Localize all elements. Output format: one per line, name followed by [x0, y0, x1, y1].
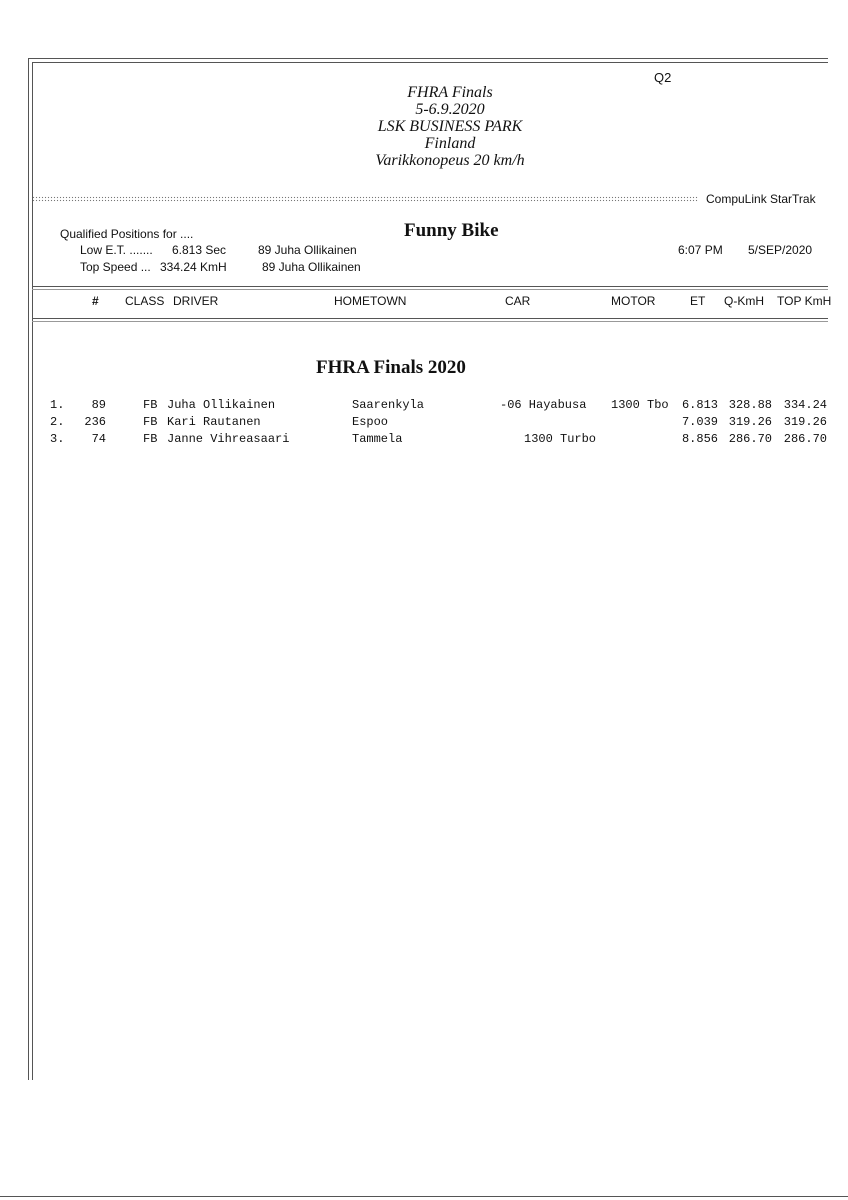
row-hometown: Saarenkyla [352, 398, 425, 412]
row-driver: Juha Ollikainen [167, 398, 276, 412]
class-title: Funny Bike [404, 220, 499, 241]
row-topkmh: 334.24 [783, 398, 827, 412]
col-num-header: # [92, 294, 99, 308]
row-position: 2. [50, 415, 65, 429]
row-et: 7.039 [681, 415, 718, 429]
qualified-label: Qualified Positions for .... [60, 227, 194, 241]
top-speed-value: 334.24 KmH [160, 260, 227, 274]
col-et-header: ET [690, 294, 706, 308]
col-class-header: CLASS [125, 294, 165, 308]
page-bottom-line [0, 1196, 848, 1197]
row-driver: Janne Vihreasaari [167, 432, 290, 446]
header-sep-bottom [32, 318, 828, 319]
dotted-separator [32, 196, 698, 202]
row-topkmh: 286.70 [783, 432, 827, 446]
col-qkmh-header: Q-KmH [724, 294, 764, 308]
section-title: FHRA Finals 2020 [316, 357, 466, 378]
col-topkmh-header: TOP KmH [777, 294, 832, 308]
event-dates: 5-6.9.2020 [415, 101, 485, 118]
software-label: CompuLink StarTrak [706, 192, 816, 206]
row-et: 8.856 [681, 432, 718, 446]
report-date: 5/SEP/2020 [748, 243, 813, 257]
frame-left-line [28, 58, 29, 1080]
row-motor: 1300 Tbo [611, 398, 669, 412]
header-sep-top-2 [32, 289, 828, 290]
event-name: FHRA Finals [407, 84, 493, 101]
event-pit-speed: Varikkonopeus 20 km/h [375, 152, 525, 169]
col-hometown-header: HOMETOWN [334, 294, 407, 308]
row-driver: Kari Rautanen [167, 415, 261, 429]
result-row [0, 415, 848, 432]
report-time: 6:07 PM [678, 243, 723, 257]
row-qkmh: 319.26 [728, 415, 772, 429]
col-driver-header: DRIVER [173, 294, 219, 308]
frame-left-line-inner [32, 62, 33, 1080]
row-et: 6.813 [681, 398, 718, 412]
row-qkmh: 286.70 [728, 432, 772, 446]
header-sep-bottom-2 [32, 321, 828, 322]
row-car: 1300 Turbo [524, 432, 597, 446]
row-topkmh: 319.26 [783, 415, 827, 429]
row-hometown: Tammela [352, 432, 403, 446]
col-car-header: CAR [505, 294, 531, 308]
col-motor-header: MOTOR [611, 294, 656, 308]
row-number: 236 [84, 415, 106, 429]
row-position: 1. [50, 398, 65, 412]
row-class: FB [143, 398, 158, 412]
row-number: 74 [91, 432, 106, 446]
frame-top-line-inner [32, 62, 828, 63]
row-qkmh: 328.88 [728, 398, 772, 412]
top-speed-label: Top Speed ... [80, 260, 151, 274]
event-country: Finland [424, 135, 476, 152]
result-row [0, 432, 848, 449]
header-sep-top [32, 286, 828, 287]
top-speed-holder: 89 Juha Ollikainen [262, 260, 361, 274]
low-et-label: Low E.T. ....... [80, 243, 153, 257]
row-car: -06 Hayabusa [500, 398, 587, 412]
low-et-holder: 89 Juha Ollikainen [258, 243, 357, 257]
event-title-block [300, 84, 600, 169]
row-class: FB [143, 432, 158, 446]
low-et-value: 6.813 Sec [172, 243, 227, 257]
row-hometown: Espoo [352, 415, 389, 429]
row-class: FB [143, 415, 158, 429]
result-row [0, 398, 848, 415]
qualifier-code: Q2 [654, 70, 672, 85]
event-venue: LSK BUSINESS PARK [377, 118, 523, 135]
frame-top-line [28, 58, 828, 59]
row-number: 89 [91, 398, 106, 412]
row-position: 3. [50, 432, 65, 446]
